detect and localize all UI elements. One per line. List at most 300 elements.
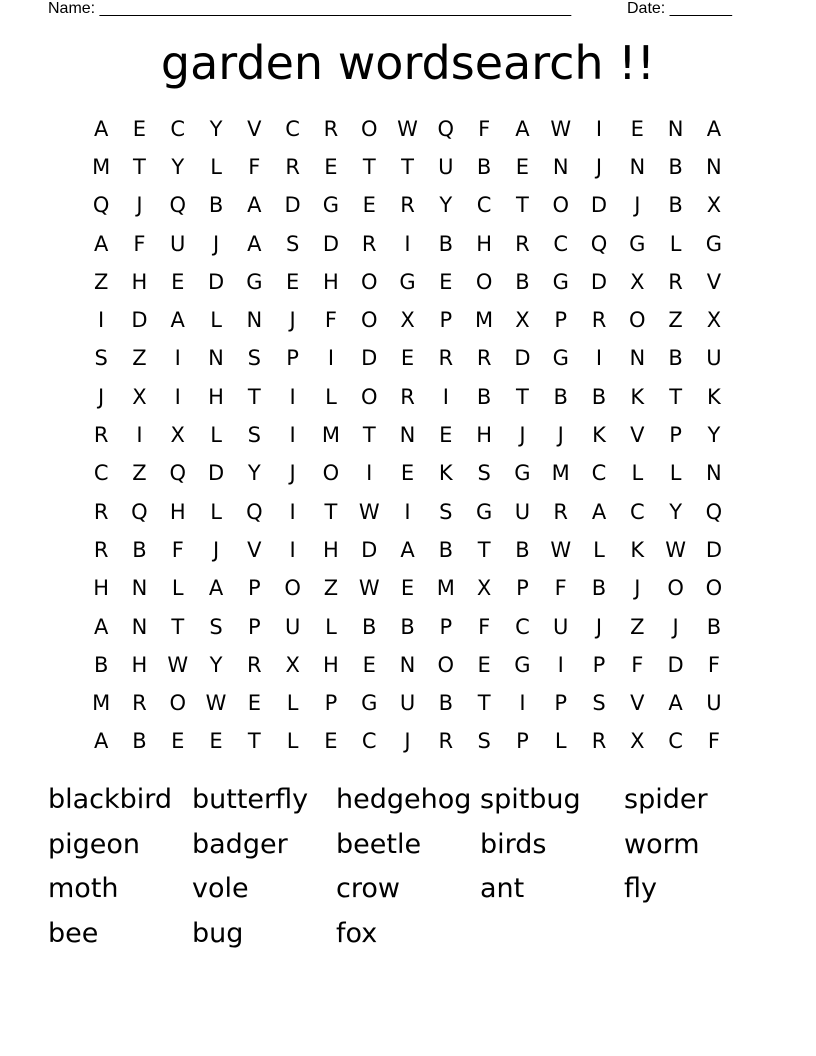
grid-letter: I (98, 308, 105, 333)
grid-letter: R (93, 423, 109, 448)
grid-letter: F (248, 154, 261, 179)
word-list-item: moth (48, 873, 119, 904)
grid-letter: C (553, 231, 569, 256)
grid-letter: O (552, 193, 569, 218)
grid-letter: C (515, 614, 530, 639)
grid-letter: E (439, 423, 453, 448)
grid-letter: R (400, 384, 415, 409)
grid-letter: T (247, 384, 261, 409)
grid-letter: Q (92, 193, 110, 218)
grid-letter: K (592, 423, 606, 448)
grid-letter: R (132, 691, 147, 716)
grid-letter: W (167, 652, 189, 677)
grid-letter: I (519, 691, 526, 716)
grid-letter: E (630, 116, 644, 141)
grid-letter: J (634, 576, 641, 601)
grid-letter: O (475, 269, 493, 294)
grid-letter: L (593, 537, 605, 562)
grid-letter: O (284, 576, 301, 601)
grid-letter: C (591, 461, 607, 486)
grid-letter: P (554, 691, 568, 716)
grid-letter: O (360, 308, 378, 333)
grid-letter: E (362, 652, 376, 677)
grid-letter: O (360, 116, 378, 141)
grid-letter: I (174, 346, 181, 371)
word-list-item: bee (48, 917, 99, 949)
word-list-item: beetle (336, 828, 422, 860)
grid-letter: L (631, 461, 644, 486)
grid-letter: P (592, 652, 606, 677)
grid-letter: I (289, 423, 296, 448)
grid-letter: G (322, 193, 340, 218)
grid-letter: S (247, 423, 261, 448)
word-list-item: blackbird (48, 784, 173, 815)
grid-letter: A (247, 193, 262, 218)
grid-letter: Z (132, 461, 147, 486)
grid-letter: R (438, 346, 454, 371)
grid-letter: I (404, 499, 411, 524)
grid-letter: C (668, 729, 683, 754)
grid-letter: A (93, 614, 109, 639)
grid-letter: R (553, 499, 568, 524)
grid-letter: R (476, 346, 492, 371)
grid-letter: B (668, 346, 683, 371)
grid-letter: J (136, 193, 143, 218)
grid-letter: R (93, 537, 109, 562)
grid-letter: X (285, 652, 300, 677)
grid-letter: O (322, 461, 340, 486)
grid-letter: X (630, 269, 645, 294)
grid-letter: O (360, 384, 378, 409)
grid-letter: U (170, 231, 186, 256)
grid-letter: C (361, 729, 377, 754)
grid-letter: P (439, 614, 453, 639)
grid-letter: L (325, 614, 337, 639)
grid-letter: F (707, 652, 720, 677)
grid-letter: B (438, 231, 454, 256)
grid-letter: R (361, 231, 377, 256)
grid-letter: U (284, 614, 301, 639)
grid-letter: M (436, 576, 455, 601)
grid-letter: L (286, 691, 299, 716)
grid-letter: G (361, 691, 378, 716)
grid-letter: P (286, 346, 299, 371)
grid-letter: Z (630, 614, 645, 639)
grid-letter: E (400, 346, 415, 371)
grid-letter: A (247, 231, 262, 256)
grid-letter: D (361, 537, 378, 562)
grid-letter: X (706, 193, 722, 218)
grid-letter: J (672, 614, 679, 639)
grid-letter: S (94, 346, 108, 371)
grid-letter: I (404, 231, 411, 256)
grid-letter: M (475, 308, 494, 333)
grid-letter: X (515, 308, 530, 333)
grid-letter: I (289, 499, 296, 524)
grid-letter: K (630, 384, 645, 409)
grid-letter: H (323, 652, 339, 677)
date-line: Date: _______ (627, 0, 732, 17)
grid-letter: D (361, 346, 378, 371)
grid-letter: T (669, 384, 683, 409)
grid-letter: X (170, 423, 185, 448)
grid-letter: W (358, 499, 380, 524)
grid-letter: E (171, 729, 185, 754)
grid-letter: J (212, 537, 220, 562)
grid-letter: S (477, 729, 491, 754)
grid-letter: F (133, 231, 146, 256)
grid-letter: R (668, 269, 683, 294)
grid-letter: G (475, 499, 493, 524)
grid-letter: F (324, 308, 337, 333)
grid-letter: J (289, 461, 296, 486)
grid-letter: C (285, 116, 300, 141)
header-line (48, 0, 748, 20)
grid-letter: L (210, 423, 222, 448)
grid-letter: S (247, 346, 261, 371)
grid-letter: L (210, 308, 222, 333)
grid-letter: C (170, 116, 186, 141)
grid-letter: O (437, 652, 455, 677)
grid-letter: I (557, 652, 564, 677)
grid-letter: S (209, 614, 223, 639)
grid-letter: B (668, 154, 683, 179)
grid-letter: H (93, 576, 110, 601)
grid-letter: U (514, 499, 531, 524)
grid-letter: N (706, 461, 722, 486)
grid-letter: T (516, 384, 529, 409)
grid-letter: Y (439, 193, 453, 218)
grid-letter: T (477, 691, 491, 716)
grid-letter: B (93, 652, 109, 677)
grid-letter: B (591, 576, 607, 601)
grid-letter: Y (209, 116, 223, 141)
grid-letter: H (476, 423, 493, 448)
grid-letter: A (706, 116, 722, 141)
grid-letter: N (399, 423, 416, 448)
grid-letter: B (476, 384, 492, 409)
grid-letter: V (630, 691, 645, 716)
grid-letter: H (323, 537, 339, 562)
grid-letter: D (590, 269, 608, 294)
grid-letter: W (665, 537, 686, 562)
grid-letter: F (631, 652, 644, 677)
grid-letter: K (630, 537, 645, 562)
grid-letter: Y (669, 499, 683, 524)
grid-letter: G (246, 269, 263, 294)
grid-letter: U (706, 346, 722, 371)
grid-letter: H (323, 269, 339, 294)
grid-letter: T (401, 154, 414, 179)
grid-letter: Y (247, 461, 261, 486)
grid-letter: L (669, 231, 682, 256)
grid-letter: J (634, 193, 641, 218)
grid-letter: S (592, 691, 606, 716)
grid-letter: A (400, 537, 415, 562)
grid-letter: J (98, 384, 105, 409)
grid-letter: A (170, 308, 185, 333)
grid-letter: N (208, 346, 224, 371)
grid-letter: S (439, 499, 453, 524)
grid-letter: L (171, 576, 184, 601)
grid-letter: A (93, 231, 109, 256)
word-list-item: spider (624, 784, 708, 815)
grid-letter: F (478, 614, 491, 639)
grid-letter: N (399, 652, 416, 677)
grid-letter: L (325, 384, 337, 409)
grid-letter: E (400, 576, 415, 601)
grid-letter: A (591, 499, 607, 524)
grid-letter: D (705, 537, 722, 562)
grid-letter: D (514, 346, 531, 371)
grid-letter: E (362, 193, 376, 218)
grid-letter: X (132, 384, 147, 409)
grid-letter: T (362, 154, 376, 179)
grid-letter: F (171, 537, 184, 562)
grid-letter: F (478, 116, 491, 141)
grid-letter: O (705, 576, 723, 601)
grid-letter: A (93, 116, 109, 141)
grid-letter: Z (668, 308, 683, 333)
grid-letter: B (132, 729, 147, 754)
grid-letter: A (668, 691, 683, 716)
grid-letter: W (358, 576, 380, 601)
grid-letter: J (557, 423, 564, 448)
grid-letter: L (286, 729, 299, 754)
word-list-item: hedgehog (336, 784, 472, 815)
grid-letter: P (248, 576, 261, 601)
grid-letter: L (210, 499, 222, 524)
word-list (48, 778, 768, 956)
grid-letter: S (285, 231, 300, 256)
grid-letter: B (132, 537, 147, 562)
grid-letter: T (324, 499, 338, 524)
grid-letter: L (554, 729, 567, 754)
grid-letter: R (438, 729, 454, 754)
grid-letter: Q (246, 499, 263, 524)
grid-letter: J (289, 308, 296, 333)
grid-letter: H (208, 384, 224, 409)
grid-letter: Q (169, 193, 186, 218)
grid-letter: I (442, 384, 449, 409)
grid-letter: Z (93, 269, 109, 294)
grid-letter: W (205, 691, 227, 716)
grid-letter: D (590, 193, 608, 218)
grid-letter: R (93, 499, 109, 524)
grid-letter: T (477, 537, 491, 562)
grid-letter: I (174, 384, 181, 409)
grid-letter: N (131, 576, 148, 601)
grid-letter: U (706, 691, 722, 716)
word-list-item: spitbug (480, 784, 581, 815)
grid-letter: W (550, 537, 572, 562)
word-list-item: badger (192, 828, 288, 860)
word-list-item: fly (624, 873, 657, 904)
grid-letter: O (169, 691, 186, 716)
grid-letter: P (516, 576, 529, 601)
grid-letter: B (476, 154, 492, 179)
grid-letter: R (247, 652, 262, 677)
grid-letter: G (705, 231, 723, 256)
grid-letter: R (591, 729, 607, 754)
grid-letter: P (669, 423, 682, 448)
grid-letter: N (667, 116, 684, 141)
grid-letter: E (132, 116, 147, 141)
grid-letter: P (516, 729, 529, 754)
grid-letter: Z (323, 576, 339, 601)
grid-letter: W (397, 116, 418, 141)
grid-letter: G (399, 269, 416, 294)
grid-letter: E (515, 154, 530, 179)
word-list-item: pigeon (48, 828, 141, 860)
grid-letter: R (323, 116, 339, 141)
grid-letter: C (629, 499, 645, 524)
grid-letter: A (208, 576, 224, 601)
grid-letter: P (248, 614, 261, 639)
grid-letter: V (706, 269, 722, 294)
grid-letter: M (321, 423, 340, 448)
grid-letter: E (324, 154, 338, 179)
grid-letter: X (400, 308, 415, 333)
grid-letter: N (246, 308, 263, 333)
grid-letter: Y (707, 423, 721, 448)
grid-letter: E (247, 691, 261, 716)
grid-letter: Q (169, 461, 186, 486)
grid-letter: V (247, 116, 262, 141)
grid-letter: J (519, 423, 526, 448)
grid-letter: Q (437, 116, 455, 141)
grid-letter: M (551, 461, 570, 486)
grid-letter: I (327, 346, 335, 371)
grid-letter: N (629, 154, 646, 179)
grid-letter: I (595, 116, 603, 141)
grid-letter: U (553, 614, 569, 639)
grid-letter: X (630, 729, 645, 754)
grid-letter: V (630, 423, 645, 448)
grid-letter: R (400, 193, 415, 218)
grid-letter: K (707, 384, 721, 409)
grid-letter: U (438, 154, 454, 179)
grid-letter: P (554, 308, 568, 333)
grid-letter: G (514, 461, 531, 486)
grid-letter: O (360, 269, 378, 294)
grid-letter: T (247, 729, 261, 754)
grid-letter: J (212, 231, 220, 256)
grid-letter: B (208, 193, 224, 218)
grid-letter: T (362, 423, 376, 448)
grid-letter: H (476, 231, 493, 256)
grid-letter: H (169, 499, 186, 524)
grid-letter: W (550, 116, 572, 141)
grid-letter: B (515, 269, 530, 294)
grid-letter: I (595, 346, 603, 371)
grid-letter: N (629, 346, 646, 371)
grid-letter: D (322, 231, 340, 256)
word-list-item: vole (192, 873, 249, 904)
grid-letter: N (552, 154, 569, 179)
grid-letter: I (136, 423, 143, 448)
word-list-item: butterfly (192, 784, 309, 815)
grid-letter: X (476, 576, 492, 601)
grid-letter: Q (590, 231, 608, 256)
grid-letter: G (514, 652, 531, 677)
grid-letter: I (289, 537, 296, 562)
grid-letter: B (553, 384, 568, 409)
grid-letter: E (400, 461, 415, 486)
grid-letter: U (399, 691, 416, 716)
word-list-item: birds (480, 828, 547, 860)
grid-letter: R (285, 154, 300, 179)
grid-letter: A (515, 116, 530, 141)
grid-letter: A (93, 729, 109, 754)
grid-letter: S (477, 461, 491, 486)
grid-letter: I (366, 461, 373, 486)
grid-letter: O (667, 576, 684, 601)
word-list-item: ant (480, 873, 525, 904)
grid-letter: P (439, 308, 453, 333)
word-list-item: worm (624, 828, 700, 860)
grid-letter: J (404, 729, 411, 754)
grid-letter: D (207, 461, 225, 486)
grid-letter: K (438, 461, 453, 486)
grid-letter: E (477, 652, 491, 677)
grid-letter: C (93, 461, 109, 486)
word-list-item: crow (336, 873, 400, 904)
word-list-item: bug (192, 917, 244, 949)
name-line: Name: _____________________________________________________ (48, 0, 572, 17)
grid-letter: D (207, 269, 225, 294)
grid-letter: E (324, 729, 338, 754)
grid-letter: E (285, 269, 300, 294)
grid-letter: Q (705, 499, 723, 524)
grid-letter: D (284, 193, 301, 218)
grid-letter: T (171, 614, 185, 639)
grid-letter: B (668, 193, 683, 218)
grid-letter: M (92, 691, 111, 716)
grid-letter: E (439, 269, 453, 294)
grid-letter: L (669, 461, 682, 486)
grid-letter: H (131, 269, 148, 294)
grid-letter: F (554, 576, 567, 601)
grid-letter: I (289, 384, 296, 409)
grid-letter: J (595, 614, 603, 639)
grid-letter: N (706, 154, 722, 179)
grid-letter: R (515, 231, 530, 256)
grid-letter: E (171, 269, 185, 294)
grid-letter: O (629, 308, 646, 333)
grid-letter: B (362, 614, 377, 639)
grid-letter: N (131, 614, 148, 639)
grid-letter: X (706, 308, 722, 333)
grid-letter: Q (131, 499, 148, 524)
grid-letter: C (476, 193, 492, 218)
grid-letter: B (515, 537, 530, 562)
grid-letter: E (209, 729, 223, 754)
grid-letter: H (131, 652, 148, 677)
grid-letter: B (706, 614, 722, 639)
grid-letter: Z (132, 346, 147, 371)
letter-grid (82, 110, 733, 761)
grid-letter: G (552, 346, 569, 371)
grid-letter: L (210, 154, 222, 179)
grid-letter: V (247, 537, 262, 562)
grid-letter: D (131, 308, 148, 333)
grid-letter: Y (171, 154, 185, 179)
grid-letter: F (707, 729, 720, 754)
grid-letter: G (552, 269, 569, 294)
grid-letter: G (629, 231, 646, 256)
word-list-item: fox (336, 917, 378, 949)
